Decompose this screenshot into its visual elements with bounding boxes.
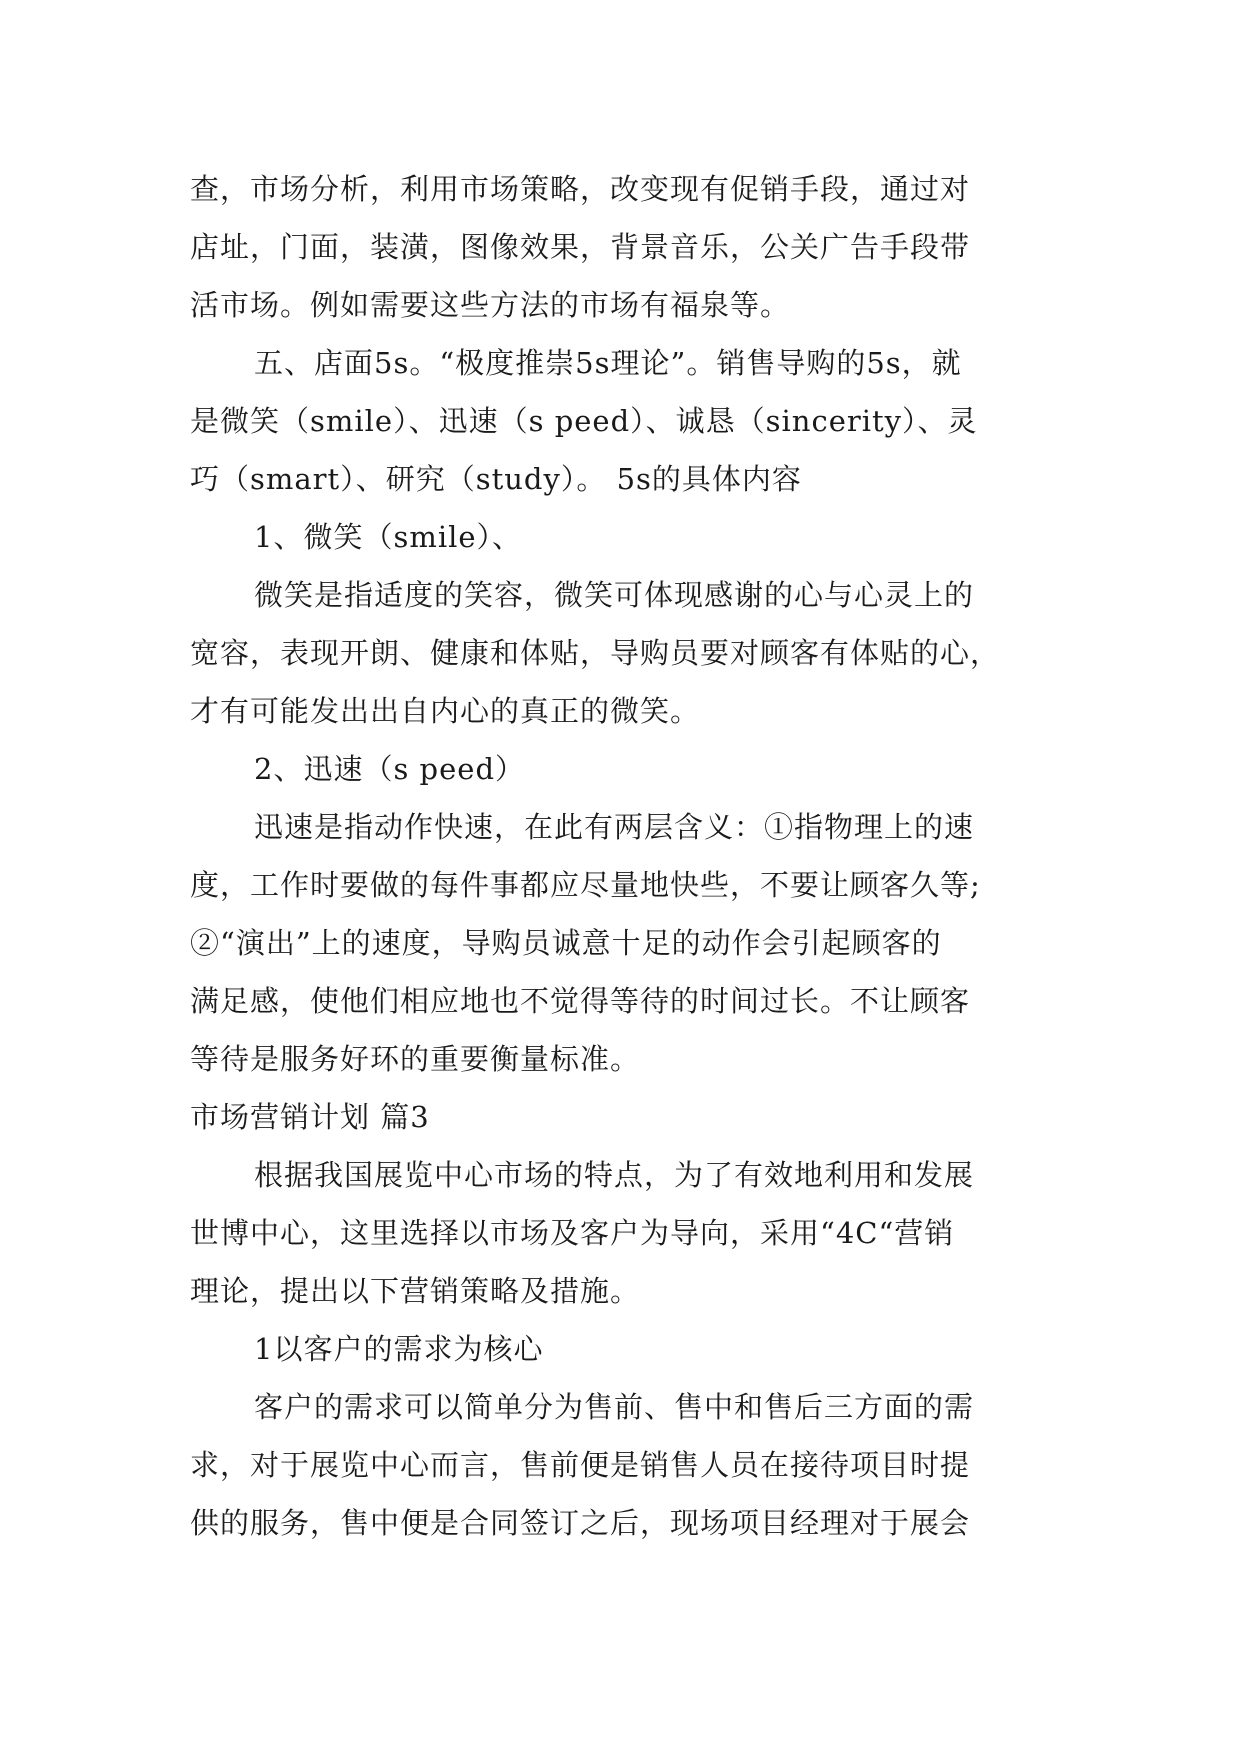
paragraph-start: 根据我国展览中心市场的特点，为了有效地利用和发展 (254, 1158, 975, 1192)
text-line: 供的服务，售中便是合同签订之后，现场项目经理对于展会 (190, 1506, 971, 1540)
text-line: 宽容，表现开朗、健康和体贴，导购员要对顾客有体贴的心， (190, 636, 1001, 670)
paragraph-start: 迅速是指动作快速，在此有两层含义：①指物理上的速 (254, 810, 975, 844)
text-line: 是微笑（smile）、迅速（s peed）、诚恳（sincerity）、灵 (190, 404, 978, 438)
subheading: 1以客户的需求为核心 (254, 1332, 544, 1366)
text-line: 度，工作时要做的每件事都应尽量地快些，不要让顾客久等; (190, 868, 981, 902)
paragraph-start: 客户的需求可以简单分为售前、售中和售后三方面的需 (254, 1390, 975, 1424)
text-line: 世博中心，这里选择以市场及客户为导向，采用“4C“营销 (190, 1216, 955, 1250)
text-line: 等待是服务好环的重要衡量标准。 (190, 1042, 641, 1076)
text-line: 店址，门面，装潢，图像效果，背景音乐，公关广告手段带 (190, 230, 971, 264)
paragraph-start: 五、店面5s。“极度推崇5s理论”。销售导购的5s，就 (254, 346, 962, 380)
section-title: 市场营销计划 篇3 (190, 1100, 430, 1134)
paragraph-start: 微笑是指适度的笑容，微笑可体现感谢的心与心灵上的 (254, 578, 975, 612)
text-line: 才有可能发出出自内心的真正的微笑。 (190, 694, 701, 728)
text-line: 满足感，使他们相应地也不觉得等待的时间过长。不让顾客 (190, 984, 971, 1018)
text-line: 活市场。例如需要这些方法的市场有福泉等。 (190, 288, 791, 322)
document-body (190, 160, 1050, 1552)
text-line: 查，市场分析，利用市场策略，改变现有促销手段，通过对 (190, 172, 971, 206)
subheading: 1、微笑（smile）、 (254, 520, 523, 554)
text-line: 求，对于展览中心而言，售前便是销售人员在接待项目时提 (190, 1448, 971, 1482)
text-line: 巧（smart）、研究（study）。 5s的具体内容 (190, 462, 802, 496)
subheading: 2、迅速（s peed） (254, 752, 526, 786)
text-line: 理论，提出以下营销策略及措施。 (190, 1274, 641, 1308)
text-line: ②“演出”上的速度，导购员诚意十足的动作会引起顾客的 (190, 926, 942, 960)
